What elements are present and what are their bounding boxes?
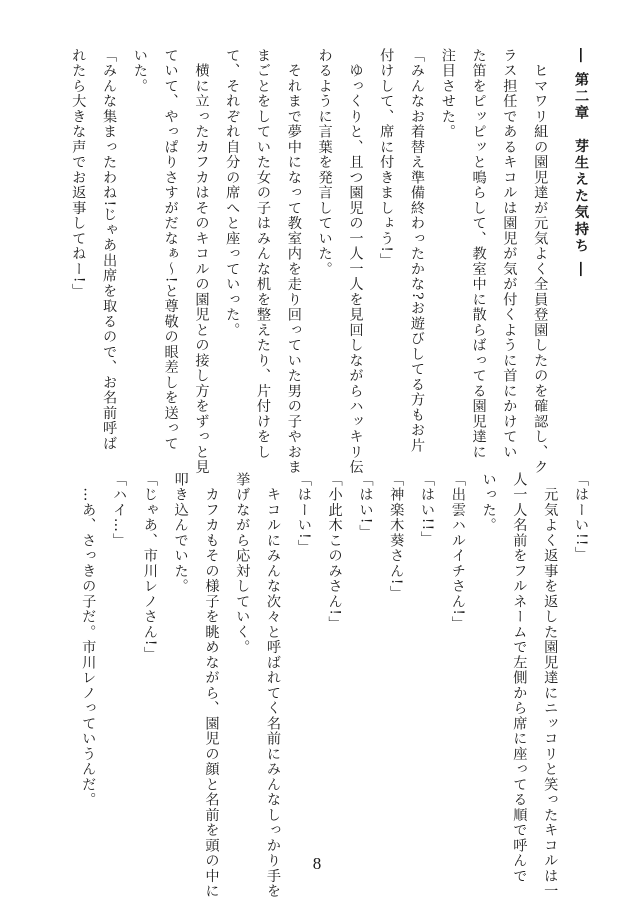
text-line: キコルにみんな次々と呼ばれてく名前にみんなしっかり手を — [265, 472, 282, 899]
top-text-block — [62, 48, 596, 475]
bottom-text-block — [72, 472, 596, 899]
text-line: 「小此木このみさん!」 — [326, 472, 343, 632]
text-line: 人一人名前をフルネームで左側から席に座ってる順で呼んで — [511, 472, 528, 884]
text-line: わるように言葉を発言していた。 — [316, 48, 333, 277]
chapter-title: ― 第二章 芽生えた気持ち ― — [573, 48, 589, 279]
text-line: 叩き込んでいた。 — [172, 472, 189, 594]
text-line: ラス担任であるキコルは園児が気が付くように首にかけてい — [501, 48, 518, 460]
text-line: 挙げながら応対していく。 — [234, 472, 251, 655]
text-line: 「出雲ハルイチさん!」 — [449, 472, 466, 632]
text-line: …あ、さっきの子だ。市川レノっていうんだ。 — [80, 472, 97, 808]
text-line: 「はーい!!」 — [573, 472, 589, 562]
text-line: 「みんなお着替え準備終わったかな?お遊びしてる方もお片 — [409, 48, 426, 454]
text-line: 「はい!」 — [357, 472, 374, 540]
text-line: れたら大きな声でお返事してねー!」 — [70, 48, 87, 299]
text-line: ていて、やっぱりさすがだなぁ〜!と尊敬の眼差しを送って — [162, 48, 179, 452]
text-line: 元気よく返事を返した園児達にニッコリと笑ったキコルは一 — [542, 472, 559, 899]
text-line: 「みんな集まったわね!じゃあ出席を取るので、お名前呼ば — [101, 48, 118, 452]
text-line: て、それぞれ自分の席へと座っていった。 — [224, 48, 241, 338]
text-line: 「はい!!」 — [419, 472, 436, 547]
text-line: ヒマワリ組の園児達が元気よく全員登園したのを確認し、ク — [532, 48, 549, 475]
text-line: ゆっくりと、且つ園児の一人一人を見回しながらハッキリ伝 — [347, 48, 364, 475]
text-line: 注目させた。 — [439, 48, 456, 140]
text-line: 「ハイ…」 — [111, 472, 128, 549]
text-line: いた。 — [131, 48, 148, 94]
text-line: 「じゃあ、市川レノさん!」 — [141, 472, 158, 662]
text-line: いった。 — [480, 472, 497, 533]
page-number: 8 — [312, 854, 322, 873]
text-line: 横に立ったカフカはそのキコルの園児との接し方をずっと見 — [193, 48, 210, 475]
text-line: 付けして、席に付きましょう!」 — [378, 48, 395, 269]
text-line: た笛をピッピッと鳴らして、教室中に散らばってる園児達に — [470, 48, 487, 460]
text-line: 「神楽木葵さん!」 — [388, 472, 405, 601]
text-line: まごとをしていた女の子はみんな机を整えたり、片付けをし — [255, 48, 272, 460]
text-line: 「はーい!」 — [295, 472, 312, 556]
text-line: カフカもその様子を眺めながら、園児の顔と名前を頭の中に — [203, 472, 220, 899]
text-line: それまで夢中になって教室内を走り回っていた男の子やおま — [285, 48, 302, 475]
